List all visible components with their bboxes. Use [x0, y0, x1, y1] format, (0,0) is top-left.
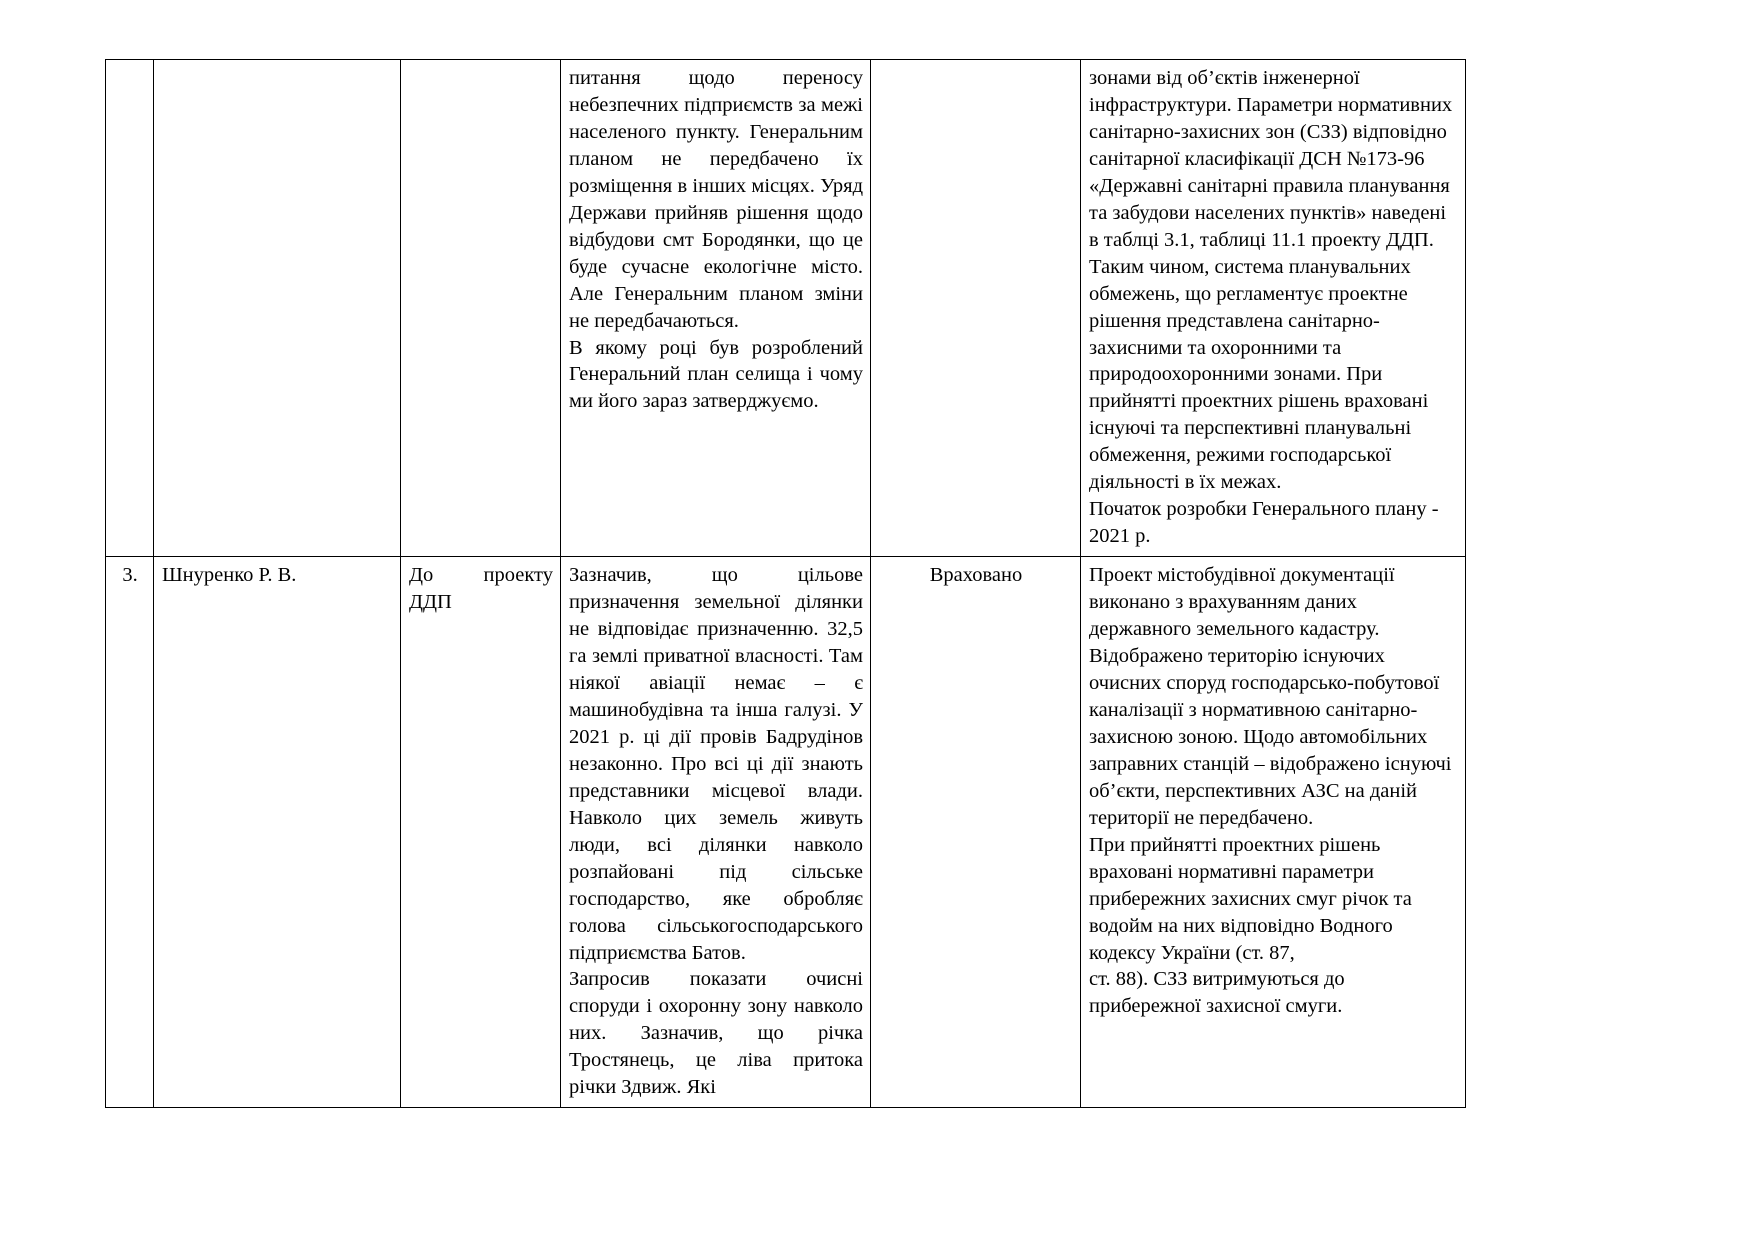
justification-cell	[1081, 60, 1466, 557]
commenter-name-cell: Шнуренко Р. В.	[154, 557, 401, 1108]
result-status-cell	[871, 60, 1081, 557]
comments-table	[105, 59, 1466, 1108]
justification-paragraph: зонами від об’єктів інженерної інфраструктури. Параметри нормативних санітарно-захисних зон (СЗЗ) відповідно санітарної класифікації ДСН №173-96 «Державні санітарні правила планування та забудови населених пунктів» наведені в таблці 3.1, таблиці 11.1 проекту ДДП.	[1089, 67, 1453, 251]
row-number-cell	[106, 60, 154, 557]
proposal-paragraph: Запросив показати очисні споруди і охоронну зону навколо них. Зазначив, що річка Тростянець, це ліва притока річки Здвиж. Які	[569, 968, 863, 1099]
justification-paragraph: При прийнятті проектних рішень враховані нормативні параметри прибережних захисних смуг річок та водойм на них відповідно Водного кодексу України (ст. 87,	[1089, 833, 1412, 964]
proposal-target-cell: До проекту ДДП	[401, 557, 561, 1108]
table-row	[106, 60, 1466, 557]
justification-paragraph: Проект містобудівної документації виконано з врахуванням даних державного земельного кадастру. Відображено територію існуючих очисних споруд господарсько-побутової каналізації з нормативною санітарно-захисною зоною. Щодо автомобільних заправних станцій – відображено існуючі об’єкти, перспективних АЗС на даній території не передбачено.	[1089, 564, 1452, 829]
justification-paragraph: ст. 88). СЗЗ витримуються до прибережної захисної смуги.	[1089, 968, 1345, 1018]
proposal-content-cell	[561, 557, 871, 1108]
proposal-paragraph: Зазначив, що цільове призначення земельної ділянки не відповідає призначенню. 32,5 га землі приватної власності. Там ніякої авіації немає – є машинобудівна та інша галузі. У 2021 р. ці дії провів Бадрудінов незаконно. Про всі ці дії знають представники місцевої влади. Навколо цих земель живуть люди, всі ділянки навколо розпайовані під сільське господарство, яке обробляє голова сільськогосподарського підприємства Батов.	[569, 564, 863, 964]
proposal-content-cell	[561, 60, 871, 557]
table-row	[106, 557, 1466, 1108]
proposal-target-cell	[401, 60, 561, 557]
result-status-cell: Враховано	[871, 557, 1081, 1108]
proposal-paragraph: питання щодо переносу небезпечних підприємств за межі населеного пункту. Генеральним планом не передбачено їх розміщення в інших місцях. Уряд Держави прийняв рішення щодо відбудови смт Бородянки, що це буде сучасне екологічне місто. Але Генеральним планом зміни не передбачаються.	[569, 67, 863, 332]
row-number-cell: 3.	[106, 557, 154, 1108]
justification-cell	[1081, 557, 1466, 1108]
commenter-name-cell	[154, 60, 401, 557]
justification-paragraph: Таким чином, система планувальних обмежень, що регламентує проектне рішення представлена санітарно-захисними та охоронними та природоохоронними зонами. При прийнятті проектних рішень враховані існуючі та перспективні планувальні обмеження, режими господарської діяльності в їх межах.	[1089, 255, 1429, 494]
document-sheet	[105, 59, 1465, 1108]
justification-paragraph: Початок розробки Генерального плану - 2021 р.	[1089, 498, 1439, 548]
proposal-paragraph: В якому році був розроблений Генеральний план селища і чому ми його зараз затверджуємо.	[569, 336, 863, 413]
